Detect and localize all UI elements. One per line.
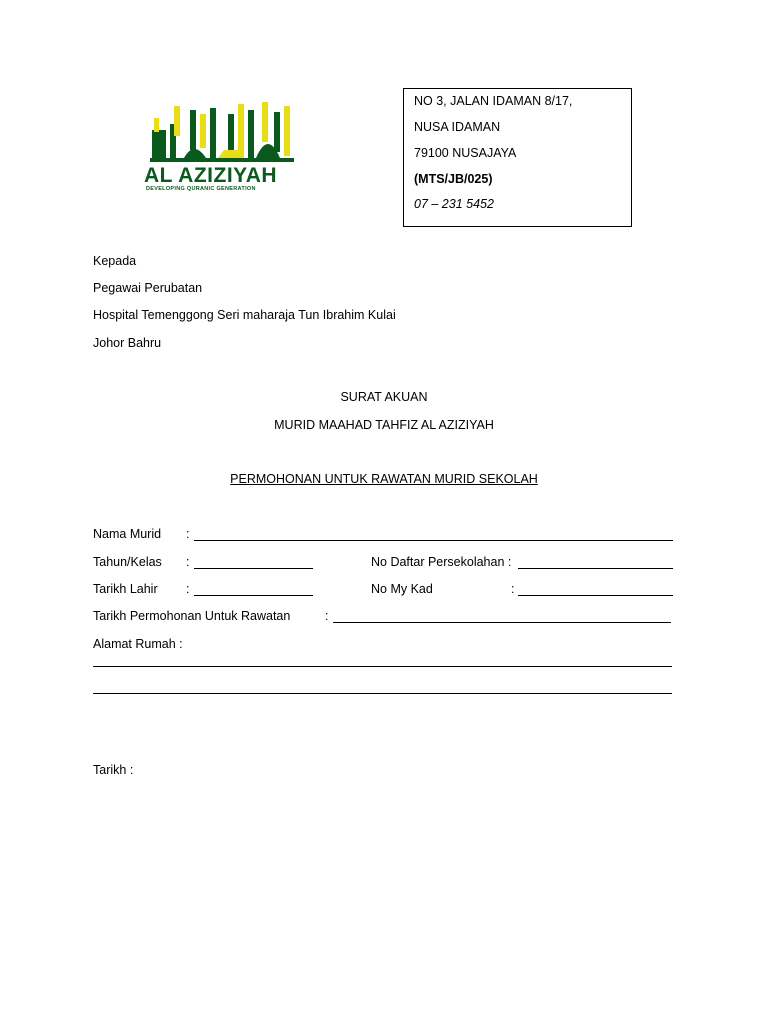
field-alamat-line-1[interactable] — [93, 666, 672, 667]
label-nama-murid: Nama Murid — [93, 527, 162, 541]
field-no-mykad[interactable] — [518, 595, 673, 596]
address-line-3: 79100 NUSAJAYA — [414, 146, 517, 160]
label-tarikh: Tarikh : — [93, 763, 134, 777]
field-tarikh-permohonan[interactable] — [333, 622, 671, 623]
colon: : — [186, 555, 190, 569]
subject-heading: PERMOHONAN UNTUK RAWATAN MURID SEKOLAH — [230, 472, 538, 486]
field-alamat-line-2[interactable] — [93, 693, 672, 694]
calligraphy-logo-icon — [144, 100, 299, 166]
field-tarikh-lahir[interactable] — [194, 595, 313, 596]
phone-number: 07 – 231 5452 — [414, 197, 494, 211]
address-line-1: NO 3, JALAN IDAMAN 8/17, — [414, 94, 573, 108]
logo-brand: AL AZIZIYAH — [144, 164, 278, 187]
colon: : — [325, 609, 329, 623]
label-no-mykad: No My Kad — [371, 582, 433, 596]
field-no-daftar[interactable] — [518, 568, 673, 569]
address-line-2: NUSA IDAMAN — [414, 120, 501, 134]
label-no-daftar: No Daftar Persekolahan : — [371, 555, 512, 569]
colon: : — [186, 527, 190, 541]
field-nama-murid[interactable] — [194, 540, 673, 541]
salutation: Kepada — [93, 254, 137, 268]
label-tarikh-permohonan: Tarikh Permohonan Untuk Rawatan — [93, 609, 291, 623]
colon: : — [511, 582, 515, 596]
address-box — [403, 88, 632, 227]
recipient-hospital: Hospital Temenggong Seri maharaja Tun Ibrahim Kulai — [93, 308, 396, 322]
heading-title: SURAT AKUAN — [340, 390, 428, 404]
reference-number: (MTS/JB/025) — [414, 172, 493, 186]
label-alamat-rumah: Alamat Rumah : — [93, 637, 183, 651]
school-logo — [140, 100, 300, 192]
label-tarikh-lahir: Tarikh Lahir — [93, 582, 158, 596]
colon: : — [186, 582, 190, 596]
heading-subtitle: MURID MAAHAD TAHFIZ AL AZIZIYAH — [274, 418, 494, 432]
label-tahun-kelas: Tahun/Kelas — [93, 555, 162, 569]
recipient-title: Pegawai Perubatan — [93, 281, 203, 295]
field-tahun-kelas[interactable] — [194, 568, 313, 569]
recipient-city: Johor Bahru — [93, 336, 162, 350]
logo-tagline: DEVELOPING QURANIC GENERATION — [146, 186, 256, 192]
